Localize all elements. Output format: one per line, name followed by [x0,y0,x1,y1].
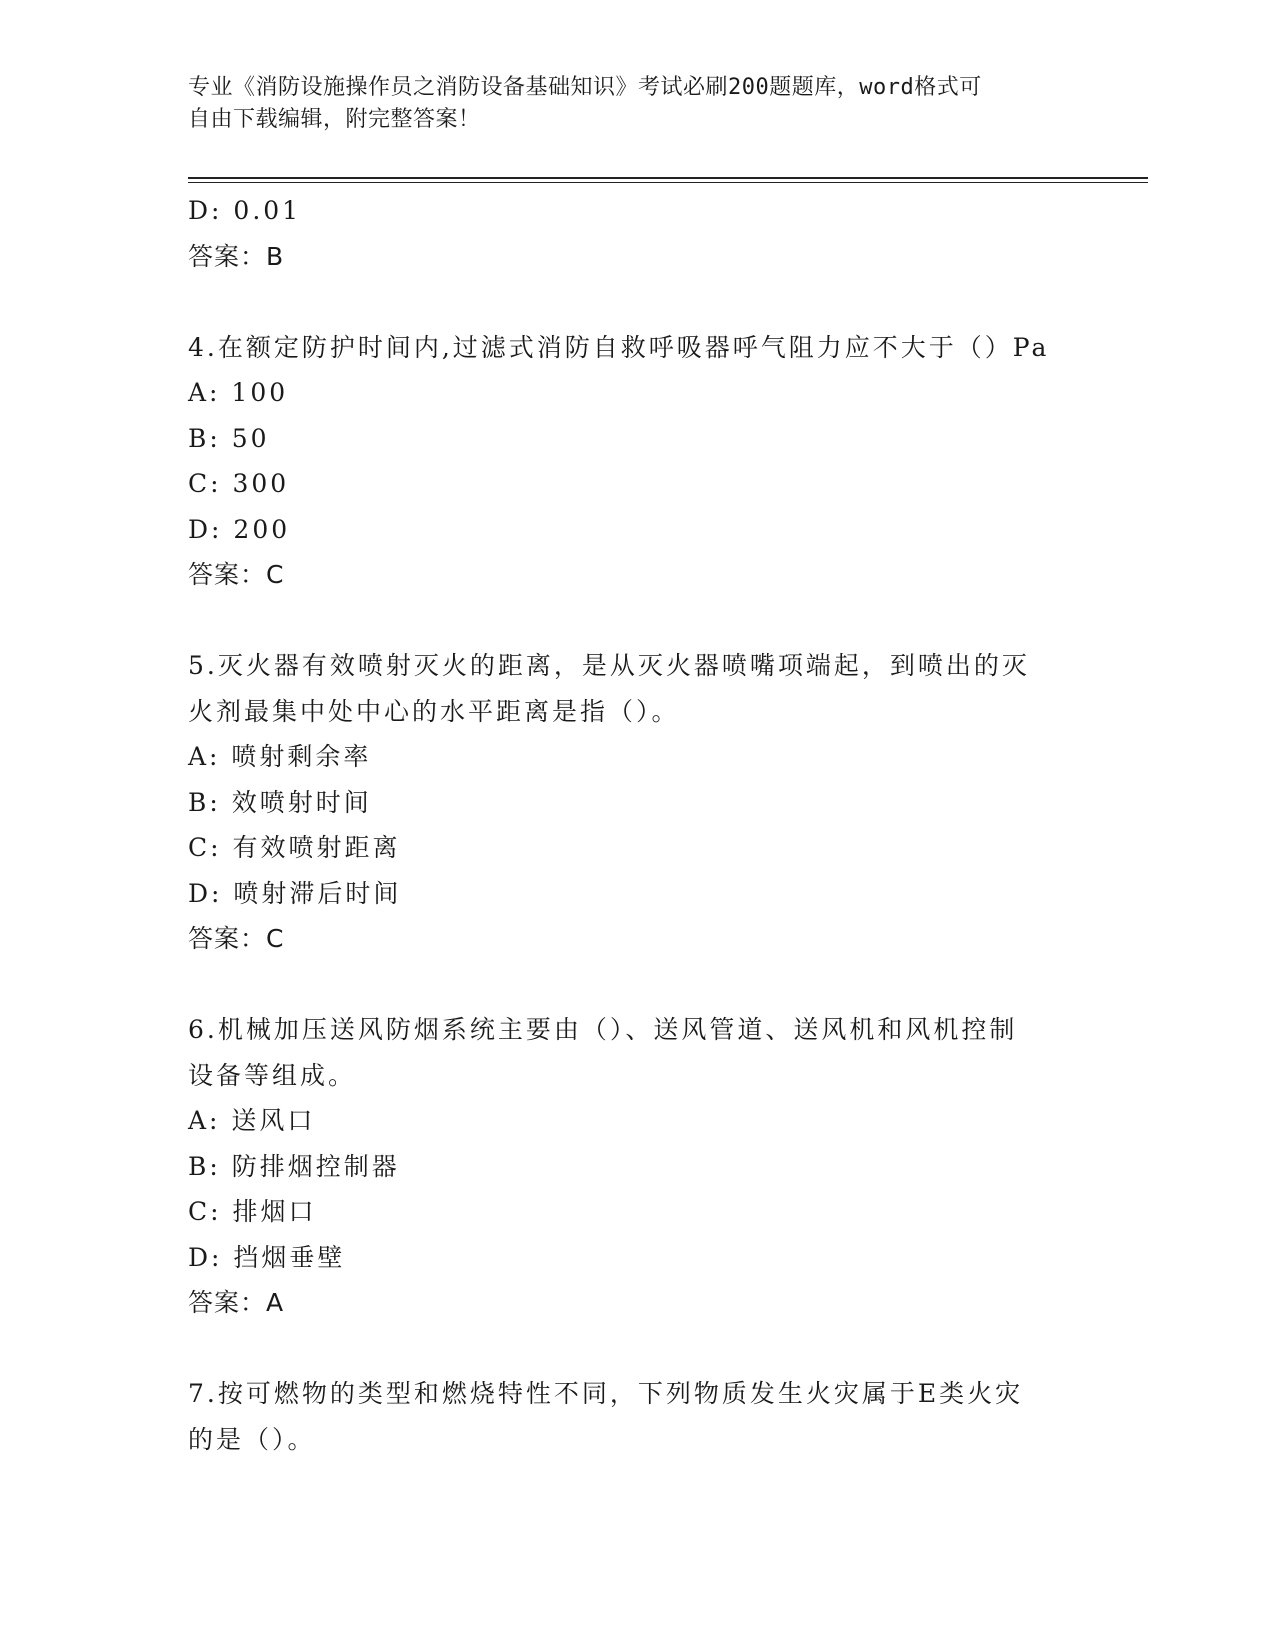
question-7 [188,1371,1148,1462]
spacer [188,279,1148,325]
question-stem: 6.机械加压送风防烟系统主要由（）、送风管道、送风机和风机控制 [188,1015,1018,1044]
option-c: C: 300 [188,469,290,498]
question-stem-continued: 的是（）。 [188,1424,316,1454]
spacer [188,598,1148,644]
answer-line: 答案：C [188,560,285,589]
option-b: B: 效喷射时间 [188,787,372,817]
option-c: C: 有效喷射距离 [188,833,401,862]
question-stem: 5.灭火器有效喷射灭火的距离，是从灭火器喷嘴项端起，到喷出的灭 [188,651,1030,680]
option-d: D: 喷射滞后时间 [188,878,402,908]
option-b: B: 防排烟控制器 [188,1151,400,1181]
option-c: C: 排烟口 [188,1197,317,1226]
spacer [188,1326,1148,1372]
question-stem: 4.在额定防护时间内,过滤式消防自救呼吸器呼气阻力应不大于（）Pa [188,332,1050,362]
question-stem-continued: 设备等组成。 [188,1060,357,1090]
option-d: D: 200 [188,514,291,544]
document-page [188,0,1148,1650]
option-a: A: 喷射剩余率 [188,742,372,771]
question-content [188,188,1148,1462]
spacer [188,962,1148,1008]
question-5 [188,643,1148,962]
header-line-1: 专业《消防设施操作员之消防设备基础知识》考试必刷200题题库，word格式可 [188,75,982,100]
question-stem-continued: 火剂最集中处中心的水平距离是指（）。 [188,696,680,726]
header-line-2: 自由下载编辑，附完整答案！ [188,107,481,132]
answer-line: 答案：A [188,1288,285,1317]
option-b: B: 50 [188,423,270,453]
previous-question-tail [188,188,1148,279]
question-6 [188,1007,1148,1326]
option-line: D: 0.01 [188,196,302,225]
question-4 [188,325,1148,598]
answer-line: 答案：B [188,241,285,271]
option-a: A: 100 [188,378,289,407]
answer-line: 答案：C [188,924,285,953]
option-a: A: 送风口 [188,1106,316,1135]
document-header [188,72,1088,136]
header-divider-thick [188,177,1148,179]
option-d: D: 挡烟垂壁 [188,1242,346,1272]
question-stem: 7.按可燃物的类型和燃烧特性不同，下列物质发生火灾属于E类火灾 [188,1379,1024,1408]
header-divider-thin [188,182,1148,183]
